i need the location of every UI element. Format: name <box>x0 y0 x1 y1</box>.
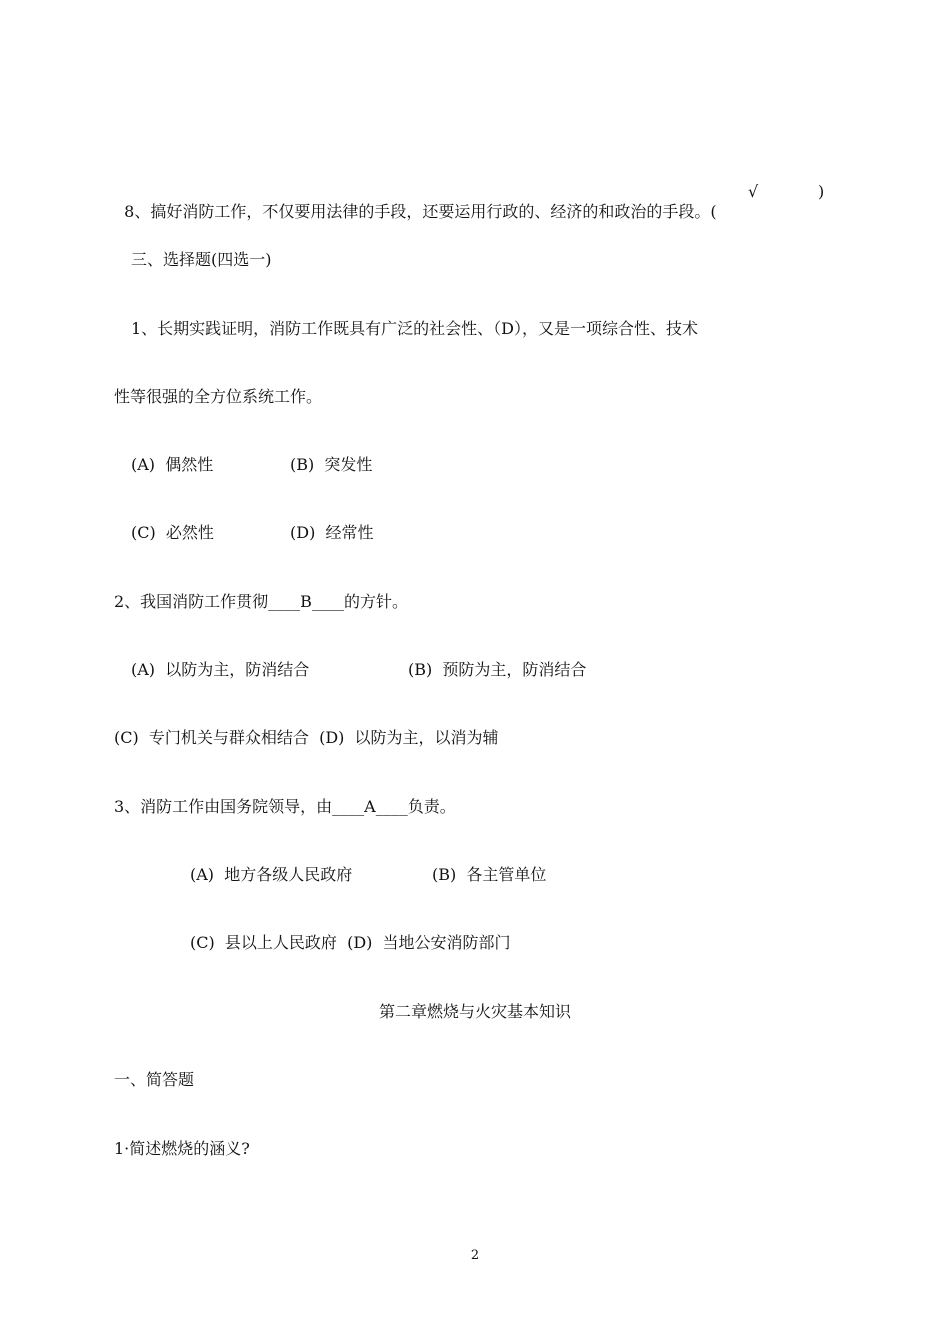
question-8-close-paren: ) <box>818 182 825 201</box>
question-1-option-d: (D) 经常性 <box>290 523 374 542</box>
question-2-options-c-d: (C) 专门机关与群众相结合 (D) 以防为主，以消为辅 <box>114 728 499 747</box>
question-3-option-a: (A) 地方各级人民政府 <box>190 865 353 884</box>
question-8-answer-mark: √ <box>748 182 759 201</box>
question-3: 3、消防工作由国务院领导，由____A____负责。 <box>114 797 456 816</box>
question-3-option-b: (B) 各主管单位 <box>432 865 547 884</box>
question-2: 2、我国消防工作贯彻____B____的方针。 <box>114 592 408 611</box>
question-1-option-b: (B) 突发性 <box>290 455 373 474</box>
question-8-text: 8、搞好消防工作，不仅要用法律的手段，还要运用行政的、经济的和政治的手段。( <box>124 202 717 221</box>
section-3-title: 三、选择题(四选一) <box>131 250 272 269</box>
question-1-option-c: (C) 必然性 <box>131 523 214 542</box>
section-1-title: 一、简答题 <box>114 1070 195 1089</box>
chapter-2-title: 第二章燃烧与火灾基本知识 <box>378 1002 571 1021</box>
page-number: 2 <box>470 1248 480 1263</box>
question-1-option-a: (A) 偶然性 <box>131 455 214 474</box>
question-2-option-a: (A) 以防为主，防消结合 <box>131 660 310 679</box>
question-3-options-c-d: (C) 县以上人民政府 (D) 当地公安消防部门 <box>190 933 511 952</box>
question-1-line-2: 性等很强的全方位系统工作。 <box>114 387 323 406</box>
short-question-1: 1·简述燃烧的涵义? <box>114 1139 250 1158</box>
question-8 <box>114 182 717 222</box>
question-1-line-1: 1、长期实践证明，消防工作既具有广泛的社会性、（D），又是一项综合性、技术 <box>131 319 699 338</box>
question-2-option-b: (B) 预防为主，防消结合 <box>408 660 587 679</box>
